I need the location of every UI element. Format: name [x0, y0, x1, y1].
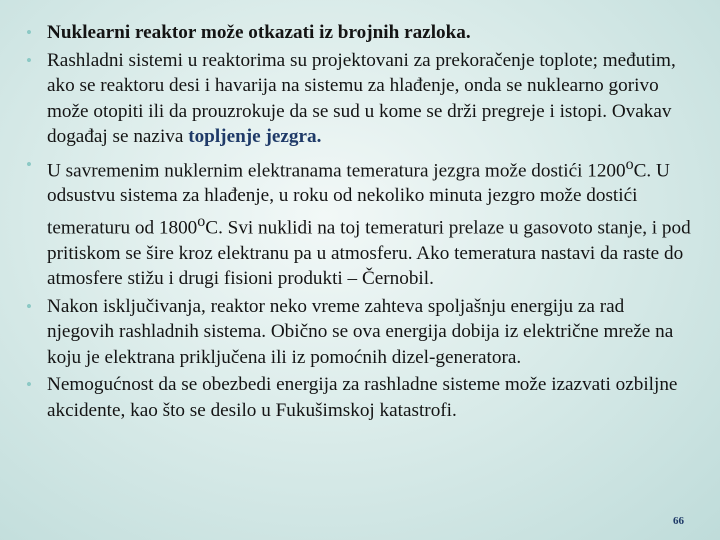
- bullet-text: Nakon isključivanja, reaktor neko vreme zahteva spoljašnju energiju za rad njegovih rashladnih sistema. Obično se ova energija dobija iz električne mreže na koju je elektrana priključena ili iz pomoćnih dizel-generatora.: [47, 295, 674, 368]
- bullet-list: [26, 20, 694, 425]
- page-number: 66: [673, 515, 684, 527]
- bullet-marker: •: [26, 154, 32, 174]
- bullet-text: C. U odsustvu sistema za hlađenje, u roku od nekoliko minuta jezgro može dostići temeraturu od 1800: [47, 159, 670, 239]
- bullet-marker: •: [26, 375, 32, 395]
- bullet-item-5: [26, 372, 694, 423]
- bullet-item-4: [26, 294, 694, 371]
- bullet-text: C. Svi nuklidi na toj temeraturi prelaze u gasovoto stanje, i pod pritiskom se šire kroz elektranu pa u atmosferu. Ako temeratura nastavi da raste do atmosfere stižu i drugi fisioni produkti – Černobil.: [47, 217, 691, 290]
- bullet-item-1: [26, 20, 694, 46]
- bullet-item-2: [26, 48, 694, 150]
- bullet-text: Rashladni sistemi u reaktorima su projektovani za prekoračenje toplote; međutim, ako se reaktoru desi i havarija na sistemu za hlađenje, onda se nuklearno gorivo može otopiti ili da prouzrokuje da se sud u kome se drži pregreje i istopi. Ovakav događaj se naziva: [47, 49, 676, 147]
- bullet-marker: •: [26, 23, 32, 42]
- degree-superscript: o: [625, 155, 634, 173]
- bullet-text: U savremenim nuklernim elektranama temeratura jezgra može dostići 1200: [47, 159, 626, 181]
- bullet-text: Nemogućnost da se obezbedi energija za rashladne sisteme može izazvati ozbiljne akcidente, kao što se desilo u Fukušimskoj katastrofi.: [47, 374, 678, 421]
- degree-superscript: o: [197, 212, 206, 230]
- bullet-marker: •: [26, 50, 32, 70]
- bullet-marker: •: [26, 296, 32, 316]
- highlighted-term: topljenje jezgra.: [188, 126, 322, 147]
- bullet-text: Nuklearni reaktor može otkazati iz brojnih razloka.: [47, 22, 471, 43]
- bullet-item-3: [26, 152, 694, 292]
